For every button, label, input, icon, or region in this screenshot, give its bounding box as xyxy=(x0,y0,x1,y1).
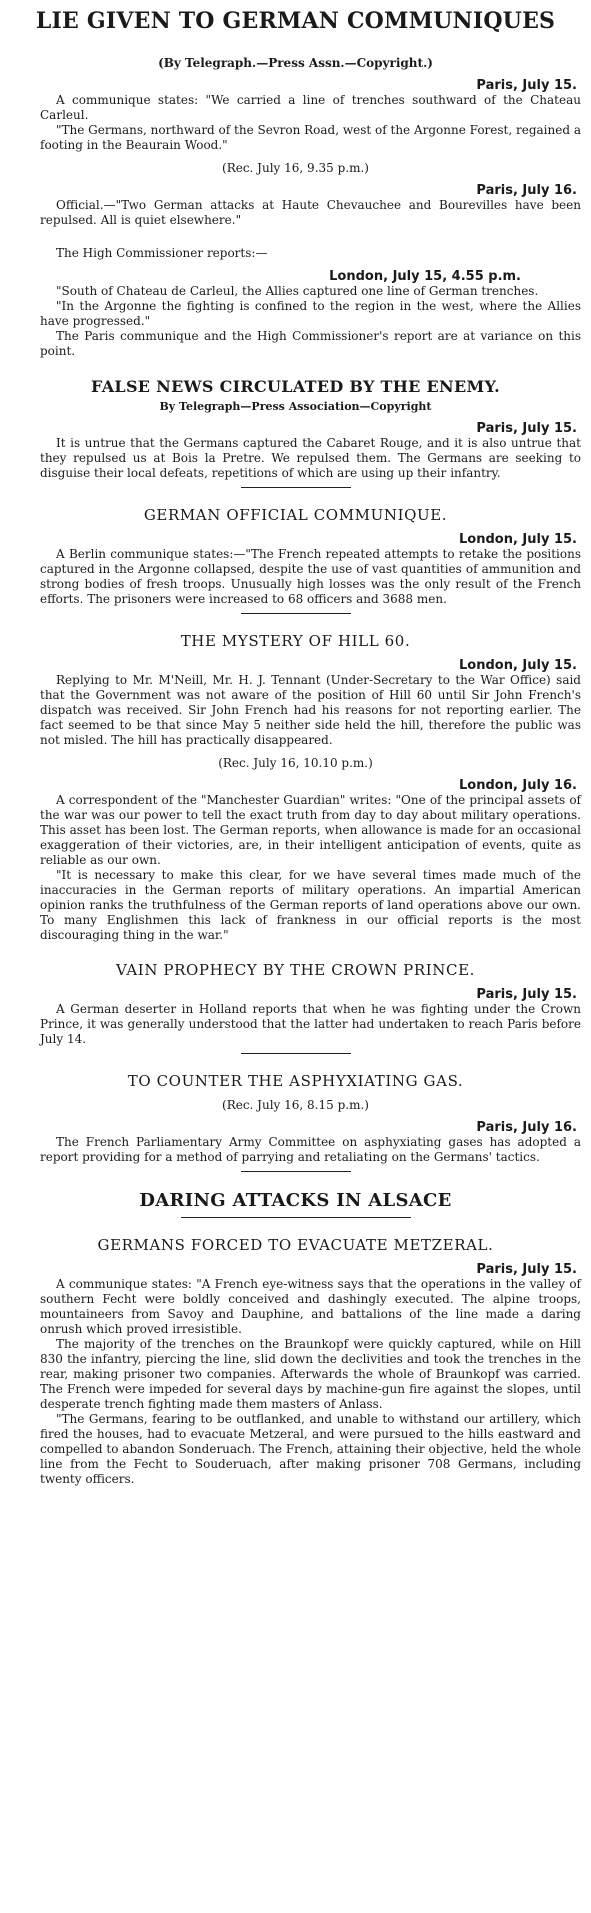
section-headline: GERMAN OFFICIAL COMMUNIQUE. xyxy=(143,506,448,524)
divider xyxy=(241,1171,351,1172)
paragraph: "South of Chateau de Carleul, the Allies captured one line of German trenches. xyxy=(56,284,539,298)
paragraph: A German deserter in Holland reports that when he was fighting under the Crown Prince, it was generally understood that the latter had undertaken to reach Paris before July 14. xyxy=(40,1002,581,1046)
paragraph: The French Parliamentary Army Committee on asphyxiating gases has adopted a report providing for a method of parrying and retaliating on the Germans' tactics. xyxy=(40,1135,581,1164)
dateline: Paris, July 15. xyxy=(476,1262,577,1277)
dateline: London, July 15. xyxy=(458,532,577,547)
paragraph: "The Germans, fearing to be outflanked, and unable to withstand our artillery, which fired the houses, had to evacuate Metzeral, and were pursued to the hills eastward and compelled to abandon Sonderuach. The French, attaining their objective, held the whole line from the Fecht to Souderuach, after making prisoner 708 Germans, including twenty officers. xyxy=(40,1412,581,1486)
byline: By Telegraph—Press Association—Copyright xyxy=(159,400,432,413)
paragraph: It is untrue that the Germans captured the Cabaret Rouge, and it is also untrue that they repulsed us at Bois la Pretre. We repulsed them. The Germans are seeking to disguise their local defeats, repetitions of which are using up their infantry. xyxy=(40,436,581,480)
section-headline: TO COUNTER THE ASPHYXIATING GAS. xyxy=(127,1072,464,1090)
paragraph: The High Commissioner reports:— xyxy=(56,246,268,260)
divider xyxy=(241,1053,351,1054)
paragraph: Official.—"Two German attacks at Haute Chevauchee and Bourevilles have been repulsed. All is quiet elsewhere." xyxy=(40,198,581,227)
section-headline: VAIN PROPHECY BY THE CROWN PRINCE. xyxy=(115,961,476,979)
dateline: Paris, July 16. xyxy=(476,1120,577,1135)
divider xyxy=(241,613,351,614)
dateline: London, July 15, 4.55 p.m. xyxy=(329,269,521,284)
paragraph: "The Germans, northward of the Sevron Road, west of the Argonne Forest, regained a footing in the Beaurain Wood." xyxy=(40,123,581,152)
byline: (By Telegraph.—Press Assn.—Copyright.) xyxy=(158,56,433,70)
dateline: Paris, July 15. xyxy=(476,78,577,93)
divider xyxy=(241,487,351,488)
paragraph: The majority of the trenches on the Braunkopf were quickly captured, while on Hill 830 the infantry, piercing the line, slid down the declivities and took the trenches in the rear, making prisoner two companies. Afterwards the whole of Braunkopf was carried. The French were impeded for several days by machine-gun fire against the slopes, until desperate trench fighting made them masters of Anlass. xyxy=(40,1337,581,1411)
paragraph: "It is necessary to make this clear, for we have several times made much of the inaccuracies in the German reports of military operations. An impartial American opinion ranks the truthfulness of the German reports of land operations above our own. To many Englishmen this lack of frankness in our official reports is the most discouraging thing in the war." xyxy=(40,868,581,942)
paragraph: A communique states: "We carried a line of trenches southward of the Chateau Carleul. xyxy=(40,93,581,122)
paragraph: A communique states: "A French eye-witness says that the operations in the valley of southern Fecht were boldly conceived and dashingly executed. The alpine troops, mountaineers from Savoy and Dauphine, and battalions of the line made a daring onrush which proved irresistible. xyxy=(40,1277,581,1336)
section-subheadline: GERMANS FORCED TO EVACUATE METZERAL. xyxy=(97,1236,494,1254)
dateline: Paris, July 16. xyxy=(476,183,577,198)
paragraph: "In the Argonne the fighting is confined to the region in the west, where the Allies have progressed." xyxy=(40,299,581,328)
paragraph: A Berlin communique states:—"The French repeated attempts to retake the positions captured in the Argonne collapsed, despite the use of vast quantities of ammunition and strong bodies of fresh troops. Unusually high losses was the only result of the French efforts. The prisoners were increased to 68 officers and 3688 men. xyxy=(40,547,581,606)
received-line: (Rec. July 16, 8.15 p.m.) xyxy=(222,1098,369,1112)
received-line: (Rec. July 16, 10.10 p.m.) xyxy=(218,756,373,770)
paragraph: Replying to Mr. M'Neill, Mr. H. J. Tennant (Under-Secretary to the War Office) said that the Government was not aware of the position of Hill 60 until Sir John French's dispatch was received. Sir John French had his reasons for not reporting earlier. The fact seemed to be that since May 5 neither side held the hill, therefore the public was not misled. The hill has practically disappeared. xyxy=(40,673,581,747)
section-headline: FALSE NEWS CIRCULATED BY THE ENEMY. xyxy=(90,377,501,396)
section-headline: THE MYSTERY OF HILL 60. xyxy=(180,632,411,650)
divider xyxy=(181,1217,411,1218)
dateline: Paris, July 15. xyxy=(476,987,577,1002)
dateline: London, July 15. xyxy=(458,658,577,673)
paragraph: A correspondent of the "Manchester Guardian" writes: "One of the principal assets of the war was our power to tell the exact truth from day to day about military operations. This asset has been lost. The German reports, when allowance is made for an occasional exaggeration of their victories, are, in their intelligent anticipation of events, quite as reliable as our own. xyxy=(40,793,581,867)
main-headline: LIE GIVEN TO GERMAN COMMUNIQUES xyxy=(35,8,556,34)
paragraph: The Paris communique and the High Commissioner's report are at variance on this point. xyxy=(40,329,581,358)
dateline: Paris, July 15. xyxy=(476,421,577,436)
received-line: (Rec. July 16, 9.35 p.m.) xyxy=(222,161,369,175)
section-headline: DARING ATTACKS IN ALSACE xyxy=(139,1190,452,1211)
dateline: London, July 16. xyxy=(458,778,577,793)
